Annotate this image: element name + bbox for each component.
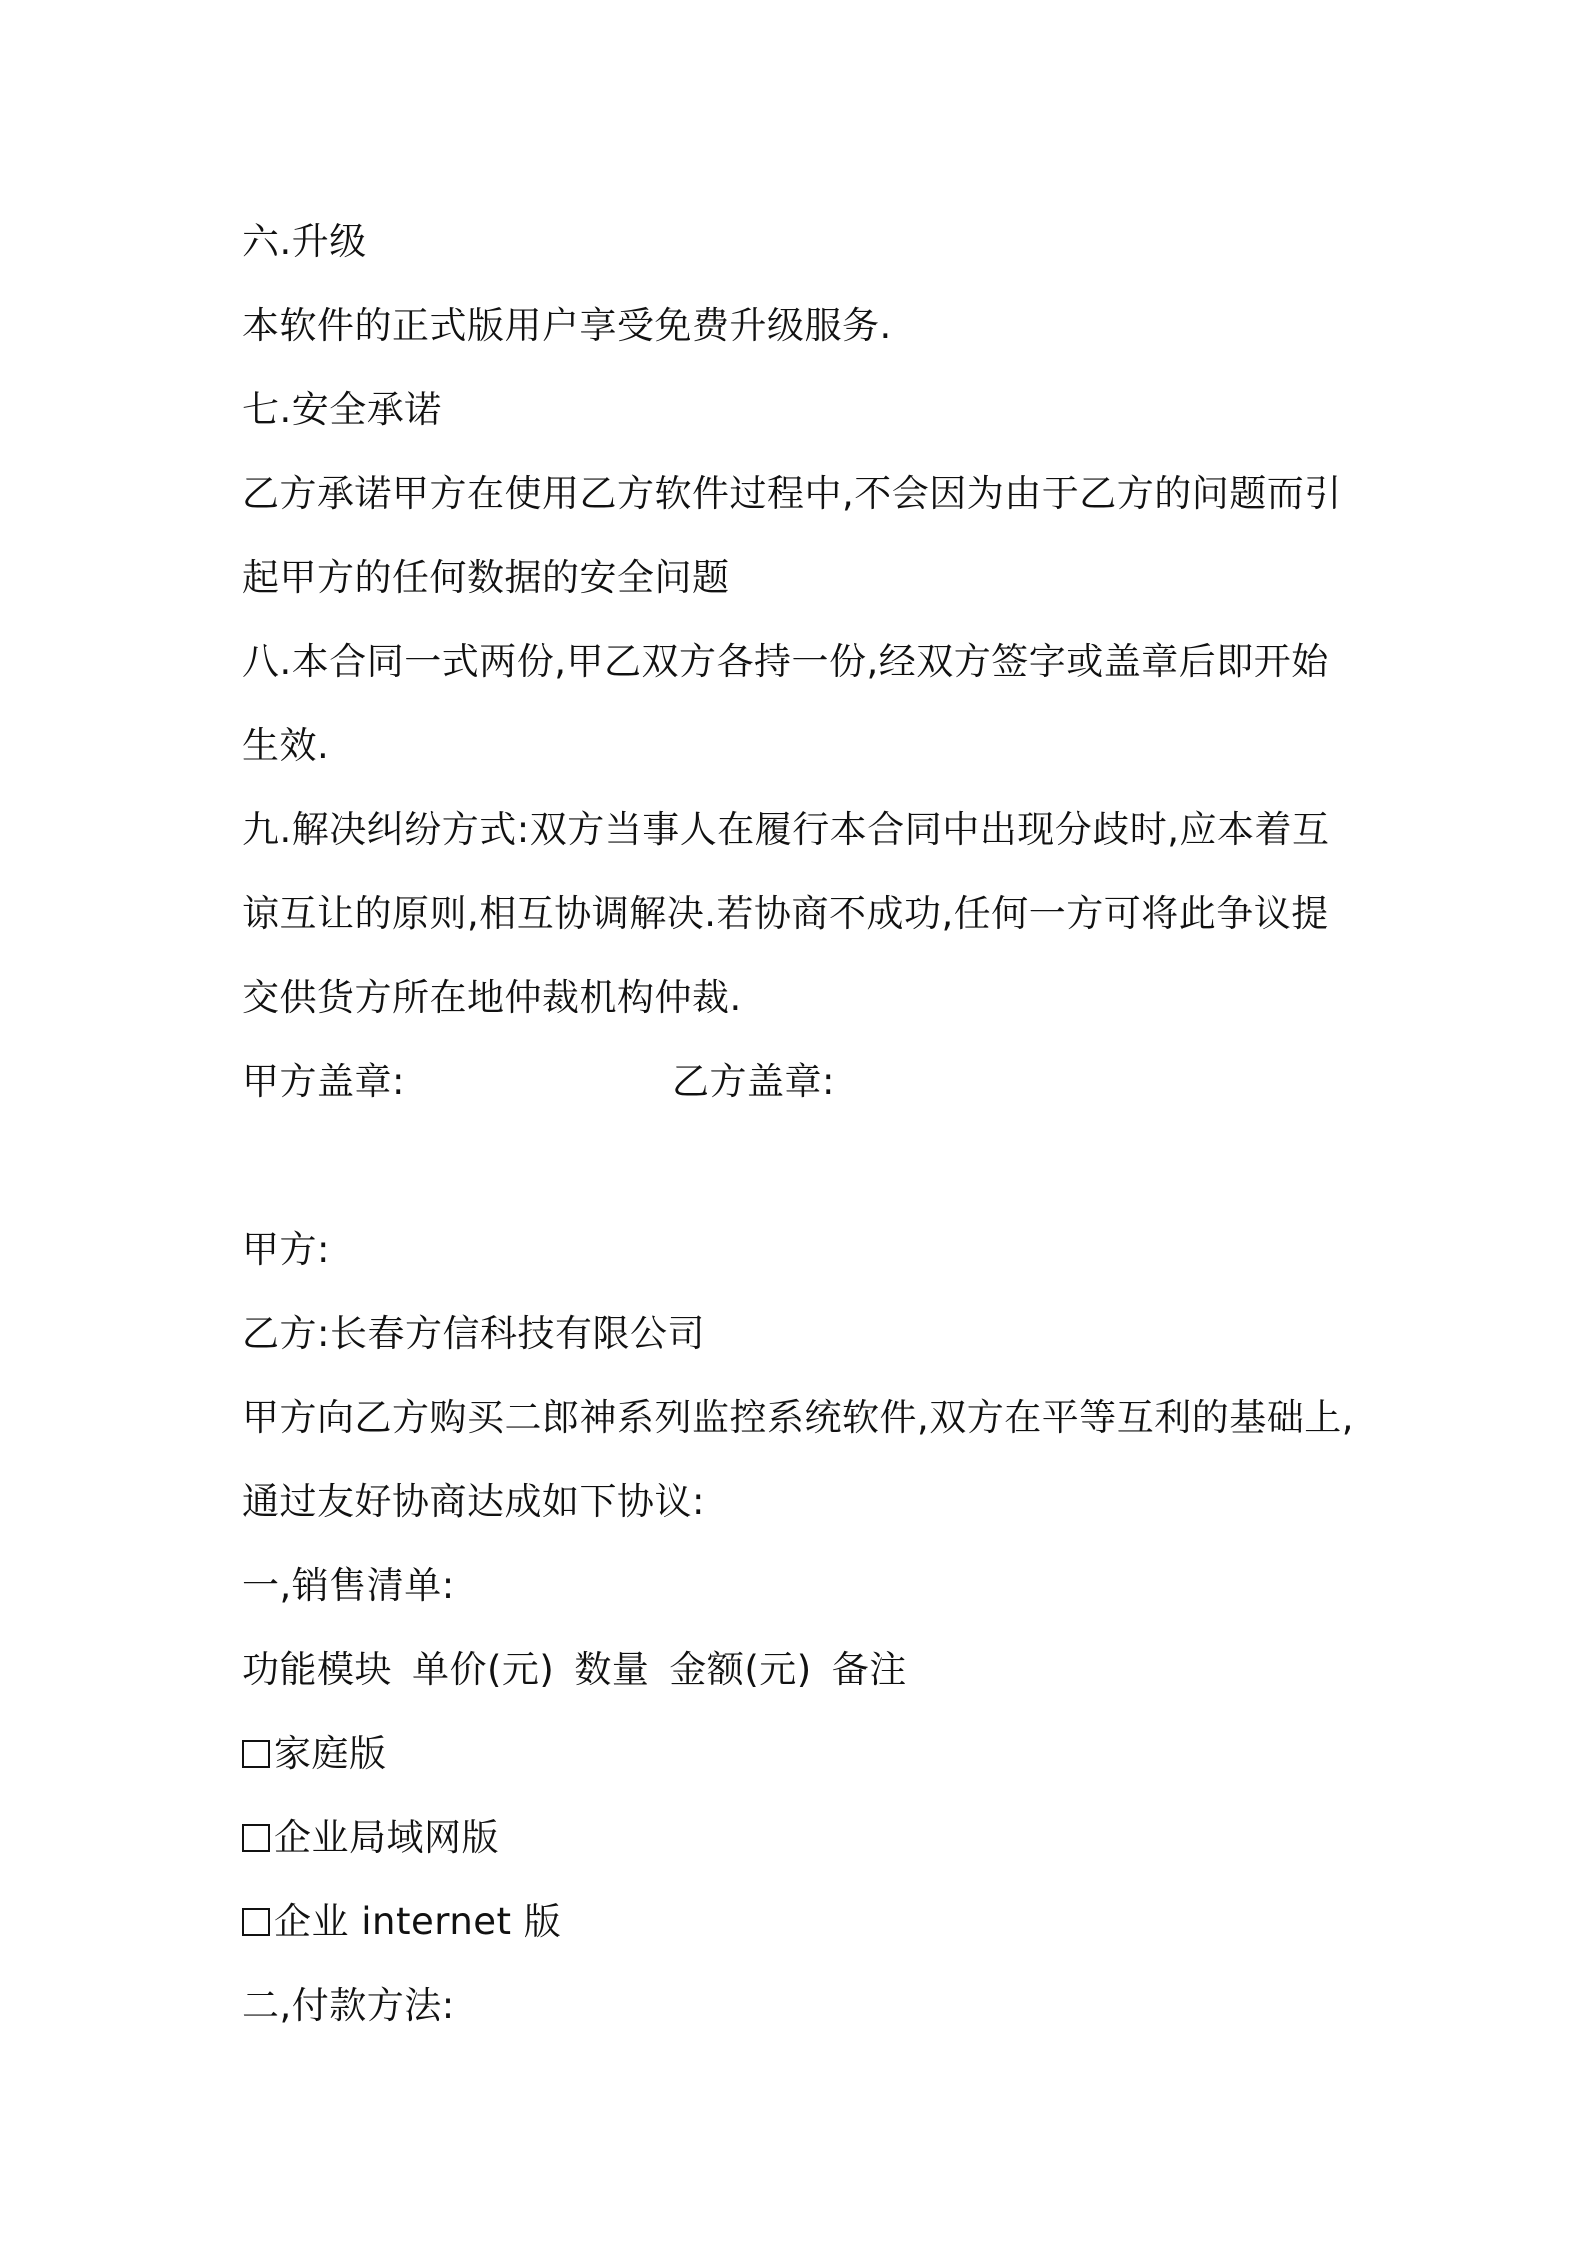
document-body [242,200,1362,2048]
column-header-remarks: 备注 [831,1648,907,1691]
intro-line-2: 通过友好协商达成如下协议: [242,1480,705,1523]
section-7-body-line-1: 乙方承诺甲方在使用乙方软件过程中,不会因为由于乙方的问题而引 [242,472,1342,515]
section-7-title: 七.安全承诺 [242,388,442,431]
checkbox-icon[interactable] [242,1908,270,1936]
section-9-line-2: 谅互让的原则,相互协调解决.若协商不成功,任何一方可将此争议提 [242,892,1329,935]
column-header-amount: 金额(元) [669,1648,812,1691]
item-label: 企业局域网版 [274,1816,499,1859]
column-header-module: 功能模块 [242,1648,392,1691]
item-label: 家庭版 [274,1732,387,1775]
section-8-line-1: 八.本合同一式两份,甲乙双方各持一份,经双方签字或盖章后即开始 [242,640,1329,683]
party-a-seal-label: 甲方盖章: [242,1060,405,1103]
sales-list-title: 一,销售清单: [242,1564,455,1607]
seal-row [242,1040,1362,1124]
party-b-line: 乙方:长春方信科技有限公司 [242,1312,705,1355]
section-9-line-1: 九.解决纠纷方式:双方当事人在履行本合同中出现分歧时,应本着互 [242,808,1330,851]
party-a-line: 甲方: [242,1228,330,1271]
sales-table-header [242,1628,1362,1712]
party-b-seal-label: 乙方盖章: [672,1060,835,1103]
section-6-body: 本软件的正式版用户享受免费升级服务. [242,304,892,347]
list-item-enterprise-internet-edition[interactable] [242,1880,1362,1964]
list-item-home-edition[interactable] [242,1712,1362,1796]
section-6-title: 六.升级 [242,220,367,263]
column-header-unit-price: 单价(元) [412,1648,555,1691]
section-7-body-line-2: 起甲方的任何数据的安全问题 [242,556,730,599]
checkbox-icon[interactable] [242,1824,270,1852]
section-8-line-2: 生效. [242,724,330,767]
list-item-enterprise-lan-edition[interactable] [242,1796,1362,1880]
payment-method-title: 二,付款方法: [242,1984,455,2027]
item-label: 企业 internet 版 [274,1900,562,1943]
column-header-quantity: 数量 [574,1648,650,1691]
intro-line-1: 甲方向乙方购买二郎神系列监控系统软件,双方在平等互利的基础上, [242,1396,1355,1439]
section-9-line-3: 交供货方所在地仲裁机构仲裁. [242,976,742,1019]
spacer [242,1124,1362,1208]
checkbox-icon[interactable] [242,1740,270,1768]
